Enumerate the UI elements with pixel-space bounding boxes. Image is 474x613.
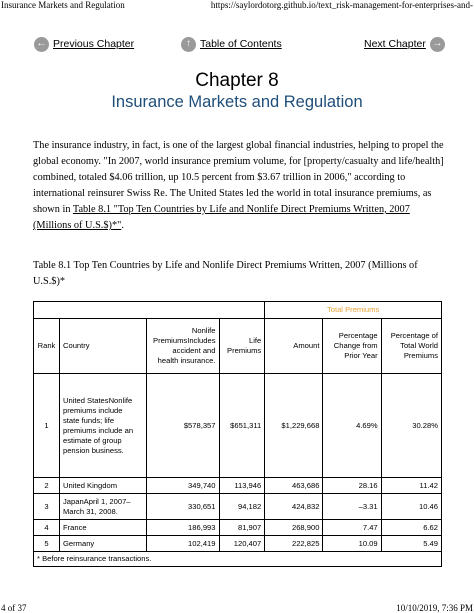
header-spacer	[34, 302, 265, 319]
cell-nonlife: 349,740	[147, 478, 219, 494]
cell-country: Germany	[59, 536, 146, 552]
table-row	[34, 494, 442, 520]
col-pct-change: Percentage Change from Prior Year	[323, 319, 381, 374]
cell-pct-change: 7.47	[323, 520, 381, 536]
cell-nonlife: 102,419	[147, 536, 219, 552]
table-of-contents-link[interactable]	[181, 34, 282, 54]
col-rank: Rank	[34, 319, 60, 374]
cell-pct-change: 4.69%	[323, 374, 381, 478]
cell-rank: 2	[34, 478, 60, 494]
arrow-left-icon: ←	[34, 37, 49, 52]
cell-rank: 1	[34, 374, 60, 478]
cell-amount: 222,825	[265, 536, 323, 552]
table-footnote: * Before reinsurance transactions.	[34, 552, 442, 567]
cell-rank: 5	[34, 536, 60, 552]
cell-country: France	[59, 520, 146, 536]
cell-rank: 3	[34, 494, 60, 520]
cell-life: 94,182	[219, 494, 265, 520]
previous-chapter-label[interactable]: Previous Chapter	[53, 38, 135, 50]
browser-page-title: Insurance Markets and Regulation	[1, 0, 125, 10]
premiums-table	[33, 301, 442, 567]
col-life: Life Premiums	[219, 319, 265, 374]
col-pct-total: Percentage of Total World Premiums	[381, 319, 441, 374]
cell-pct-total: 6.62	[381, 520, 441, 536]
cell-nonlife: 330,651	[147, 494, 219, 520]
cell-amount: 463,686	[265, 478, 323, 494]
cell-pct-change: –3.31	[323, 494, 381, 520]
page-counter: 4 of 37	[1, 603, 27, 613]
cell-pct-total: 30.28%	[381, 374, 441, 478]
cell-amount: 424,832	[265, 494, 323, 520]
chapter-number: Chapter 8	[195, 70, 279, 91]
col-nonlife: Nonlife PremiumsIncludes accident and health insurance.	[147, 319, 219, 374]
intro-paragraph	[33, 138, 445, 234]
cell-life: 120,407	[219, 536, 265, 552]
chapter-title: Insurance Markets and Regulation	[111, 93, 363, 111]
cell-rank: 4	[34, 520, 60, 536]
cell-life: 81,907	[219, 520, 265, 536]
cell-life: $651,311	[219, 374, 265, 478]
col-amount: Amount	[265, 319, 323, 374]
next-chapter-link[interactable]	[364, 34, 445, 54]
table-row	[34, 374, 442, 478]
intro-text: The insurance industry, in fact, is one of the largest global financial industries, helping to propel the global economy. "In 2007, world insurance premium volume, for [property/casualty and life/health] combined, totaled $4.06 trillion, up 10.5 percent from $3.67 trillion in 2006," according to international reinsurer Swiss Re. The United States led the world in total insurance premiums, as shown in	[33, 140, 444, 215]
cell-pct-change: 10.09	[323, 536, 381, 552]
cell-nonlife: $578,357	[147, 374, 219, 478]
cell-country: JapanApril 1, 2007–March 31, 2008.	[59, 494, 146, 520]
print-datetime: 10/10/2019, 7:36 PM	[396, 603, 473, 613]
intro-end: .	[121, 220, 124, 231]
table-row	[34, 520, 442, 536]
table-link[interactable]: Table 8.1 "Top Ten Countries by Life and Nonlife Direct Premiums Written, 2007 (Millions of U.S.$)*"	[33, 204, 410, 231]
cell-pct-change: 28.16	[323, 478, 381, 494]
cell-pct-total: 11.42	[381, 478, 441, 494]
table-row	[34, 536, 442, 552]
next-chapter-label[interactable]: Next Chapter	[364, 38, 426, 50]
table-of-contents-label[interactable]: Table of Contents	[200, 38, 282, 50]
col-country: Country	[59, 319, 146, 374]
browser-url: https://saylordotorg.github.io/text_risk-management-for-enterprises-and-	[210, 0, 473, 10]
arrow-up-icon: ↑	[181, 37, 196, 52]
cell-pct-total: 10.46	[381, 494, 441, 520]
previous-chapter-link[interactable]	[34, 34, 134, 54]
cell-pct-total: 5.49	[381, 536, 441, 552]
table-caption: Table 8.1 Top Ten Countries by Life and Nonlife Direct Premiums Written, 2007 (Millions of U.S.$)*	[33, 260, 418, 287]
arrow-right-icon: →	[430, 37, 445, 52]
cell-country: United StatesNonlife premiums include state funds; life premiums include an estimate of group pension business.	[59, 374, 146, 478]
table-row	[34, 478, 442, 494]
cell-nonlife: 186,993	[147, 520, 219, 536]
total-premiums-header: Total Premiums	[265, 302, 442, 319]
cell-amount: $1,229,668	[265, 374, 323, 478]
cell-country: United Kingdom	[59, 478, 146, 494]
cell-amount: 268,900	[265, 520, 323, 536]
cell-life: 113,946	[219, 478, 265, 494]
